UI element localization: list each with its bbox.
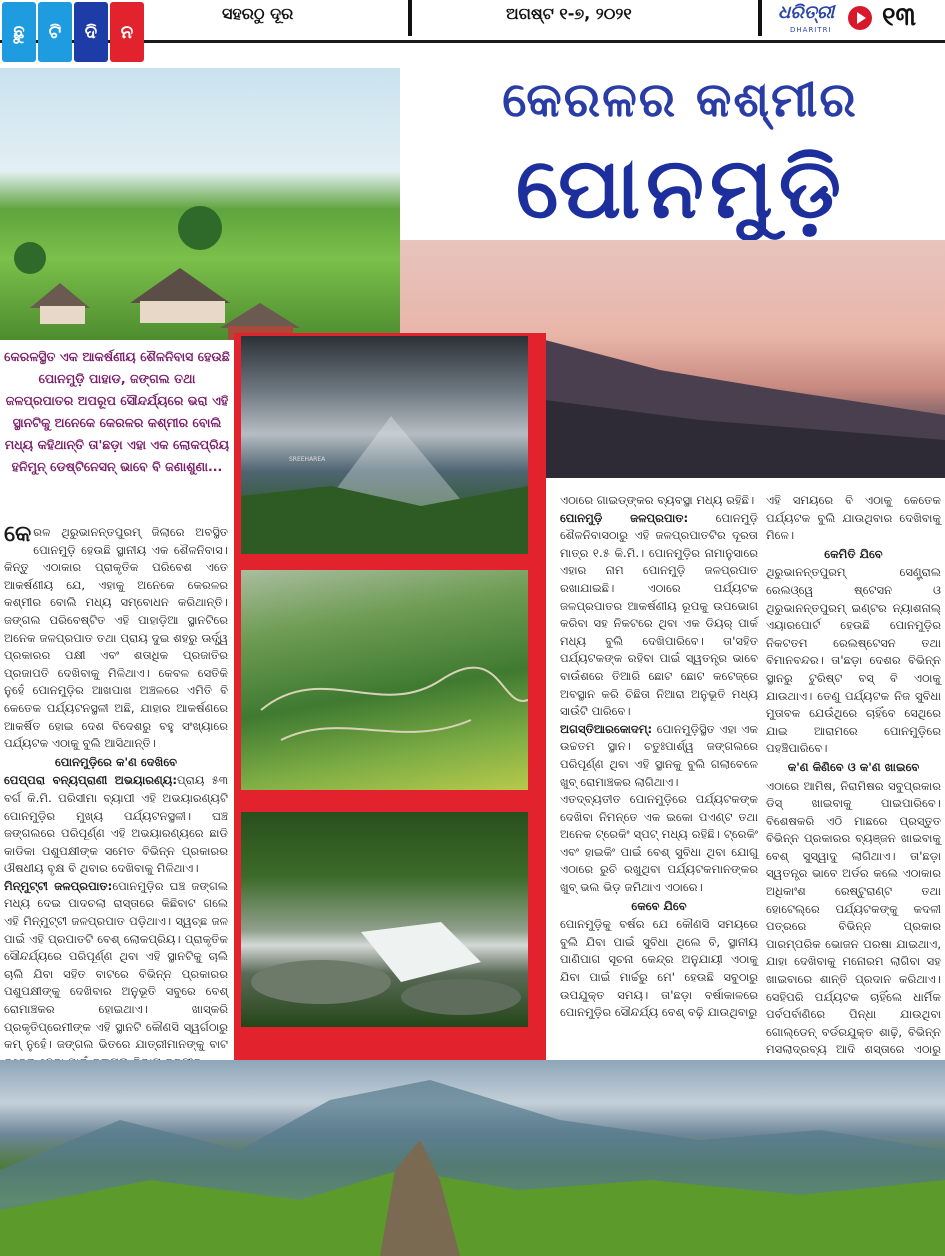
subheading: କେମିତି ଯିବେ — [824, 546, 883, 561]
valley-road-photo — [241, 570, 528, 790]
section-tile-1: ଛୁ — [2, 2, 36, 62]
page-header — [0, 0, 945, 43]
paragraph: ଏଠାରେ ଆମିଷ, ନିରାମିଷର ସବୁପ୍ରକାର ଡିସ୍ ଖାଇବାକୁ ପାଇପାରିବେ। ବିଶେଷକରି ଏଠି ମାଛରେ ପ୍ରସ୍ତୁତ ବିଭିନ୍ନ ପ୍ରକାରର ବ୍ୟଞ୍ଜନ ଖାଇବାକୁ ବେଶ୍ ସୁସ୍ୱାଦୁ ଲାଗିଥାଏ। ତା'ଛଡ଼ା ସ୍ୱତନ୍ତ୍ର ଭାବେ ଅର୍ଡର କଲେ ଏଠାକାର ଅଧିକାଂଶ ରେଷ୍ଟୁରାଣ୍ଟ ତଥା ହୋଟେଲ୍‌ରେ ପର୍ଯ୍ୟଟକଙ୍କୁ କଦଳୀ ପତ୍ରରେ ବିଭିନ୍ନ ପ୍ରକାର ପାରମ୍ପରିକ ଭୋଜନ ପରଷା ଯାଇଥାଏ, ଯାହା ଦେଖିବାକୁ ମନୋରମ ଲାଗିବା ସହ ଖାଇବାରେ ଶାନ୍ତି ପ୍ରଦାନ କରିଥାଏ। ସେହିପରି ପର୍ଯ୍ୟଟକ ଚାହିଁଲେ ଧାର୍ମିକ ପର୍ବପର୍ବାଣିରେ ପିନ୍ଧା ଯାଉଥିବା ଗୋଲ୍ଡେନ୍ ବର୍ଡରଯୁକ୍ତ ଶାଢ଼ି, ବିଭିନ୍ନ ମସଲାଦ୍ରବ୍ୟ ଆଦି ଶସ୍ତାରେ ଏଠାରୁ — [766, 778, 941, 1057]
paragraph: ପୋନମୁଡ଼ିର ଘଞ୍ଚ ଜଙ୍ଗଲ ମଧ୍ୟ ଦେଇ ପାଦଚଲା ରାସ୍ତାରେ କିଛିବାଟ ଗଲେ ଏହି ମିନ୍ମୁଟ୍ଟୀ ଜଳପ୍ରପାତ ପଡ଼ିଥାଏ। ସ୍ୱଚ୍ଛ ଜଳ ପାଇଁ ଏହି ପ୍ରପାତଟି ବେଶ୍ ଲୋକପ୍ରିୟ। ପ୍ରାକୃତିକ ସୌନ୍ଦର୍ଯ୍ୟରେ ପରିପୂର୍ଣ୍ଣ ଥିବା ଏହି ସ୍ଥାନଟିକୁ ଚାଲି ଚାଲି ଯିବା ସହିତ ବାଟରେ ବିଭିନ୍ନ ପ୍ରକାରର ପଶୁପକ୍ଷୀଙ୍କୁ ଦେଖିବାର ଅନୁଭୂତି ସବୁରେ ବେଶ୍ ରୋମାଞ୍ଚକର ହୋଇଥାଏ। ଖାସ୍‌କରି ପ୍ରକୃତିପ୍ରେମୀଙ୍କ ଏହି ସ୍ଥାନଟି କୌଣସି ସ୍ୱର୍ଗଠାରୁ କମ୍ ନୁହେଁ। ଜଙ୍ଗଲ ଭିତରେ ଯାତ୍ରୀମାନଙ୍କୁ ବାଟ — [4, 878, 228, 1052]
lead-in: ପୋନମୁଡ଼ି ଜଳପ୍ରପାତ: — [560, 510, 689, 525]
section-tile-2: ଟି — [38, 2, 72, 62]
header-divider — [408, 0, 412, 36]
paragraph: ପୋନମୁଡ଼ି ଶୈଳନିବାସଠାରୁ ଏହି ଜଳପ୍ରପାତଟିର ଦୂରତା ମାତ୍ର ୧.୫ କି.ମି.। ପୋନମୁଡ଼ିର ନାମାନୁସାରେ ଏହାର ନାମ ପୋନମୁଡ଼ି ଜଳପ୍ରପାତ ରଖାଯାଇଛି। ଏଠାରେ ପର୍ଯ୍ୟଟକ ଜଳପ୍ରପାତର ଆକର୍ଷଣୀୟ ରୂପକୁ ଉପଭୋଗ କରିବା ସହ ନିକଟରେ ଥିବା ଏକ ଡିୟର୍ ପାର୍କ ମଧ୍ୟ ବୁଲି ଦେଖିପାରିବେ। ତା'ସହିତ ପର୍ଯ୍ୟଟକଙ୍କ ରହିବା ପାଇଁ ସ୍ୱତନ୍ତ୍ର ଭାବେ ବାଉଁଶରେ ତିଆରି ଛୋଟ ଛୋଟ କଟେଜ୍‌ରେ ଅବସ୍ଥାନ କରି ଚିଛିତା ନିଆରା ଅନୁଭୂତି ମଧ୍ୟ ସାଉଁଟି ପାରିବେ। — [560, 510, 758, 719]
drop-cap: କେ — [4, 522, 32, 547]
section-tile-4: ନ — [110, 2, 144, 62]
subheading: କ'ଣ କିଣିବେ ଓ କ'ଣ ଖାଇବେ — [787, 759, 920, 774]
paragraph: ରଳ ଥିରୁଭାନନ୍ତପୁରମ୍ ଜିଲାରେ ଅବସ୍ଥିତ ପୋନମୁଡ଼ି ହେଉଛି ସ୍ଥାନୀୟ ଏକ ଶୈଳନିବାସ। କିନ୍ତୁ ଏଠାକାର ପ୍ରାକୃତିକ ପରିବେଶ ଏତେ ଆକର୍ଷଣୀୟ ଯେ, ଏହାକୁ ଅନେକେ କେରଳର କଶ୍ମୀର ବୋଲି ମଧ୍ୟ ସମ୍ବୋଧନ କରିଥାନ୍ତି। ଜଙ୍ଗଲ ପରିବେଷ୍ଟିତ ଏହି ପାହାଡ଼ିଆ ସ୍ଥାନଟିରେ ଅନେକ ଜଳପ୍ରପାତ ତଥା ପ୍ରାୟ ଦୁଇ ଶହରୁ ଊର୍ଦ୍ଧ୍ୱ ପ୍ରକାରର ପକ୍ଷୀ ଏବଂ ଶତାଧିକ ପ୍ରଜାତିର ପ୍ରଜାପତି ଦେଖିବାକୁ ମିଳିଥାଏ। କେବଳ ସେତିକି ନୁହେଁ ପୋନମୁଡ଼ିର ଆଖପାଖ ଅଞ୍ଚଳରେ ଏମିତି ବି କେତେକ ପର୍ଯ୍ୟଟନସ୍ଥଳୀ ଅଛି, ଯାହାର ଆକର୍ଷଣରେ ଆକର୍ଷିତ ହୋଇ ଦେଶ ବିଦେଶରୁ ବହୁ ସଂଖ୍ୟାରେ ପର୍ଯ୍ୟଟକ ଏଠାକୁ ବୁଲି ଆସିଥାନ୍ତି। — [4, 525, 228, 751]
mountain-panorama-photo — [0, 1060, 945, 1256]
paragraph: ଥିରୁଭାନନ୍ତପୁରମ୍ ସେଣ୍ଟ୍ରାଲ ରେଲଓ୍ୱେ ଷ୍ଟେସନ ଓ ଥିରୁଭାନନ୍ତପୁରମ୍ ଇଣ୍ଟର ନ୍ୟାଶନାଲ୍ ଏୟାରପୋର୍ଟ ହେଉଛି ପୋନମୁଡ଼ିର ନିକଟତମ ରେଲଷ୍ଟେସନ ତଥା ବିମାନବନ୍ଦର। ତା'ଛଡ଼ା ଦେଶର ବିଭିନ୍ନ ସ୍ଥାନରୁ ଟୁରିଷ୍ଟ ବସ୍ ବି ଏଠାକୁ ଯାଉଥାଏ। ତେଣୁ ପର୍ଯ୍ୟଟକ ନିଜ ସୁବିଧା ମୁତାବକ ଯେଉଁଥିରେ ଚାହିଁବେ ସେଥିରେ ଯାଇ ଆରାମରେ ପୋନମୁଡ଼ିରେ ପହଞ୍ଚିପାରିବେ। — [766, 565, 941, 756]
header-divider — [758, 0, 762, 36]
issue-date: ଅଗଷ୍ଟ ୧-୭, ୨୦୨୧ — [506, 4, 632, 23]
paragraph: ଏତଦ୍‌ବ୍ୟତୀତ ପୋନମୁଡ଼ିରେ ପର୍ଯ୍ୟଟକଙ୍କ ଦେଖିବା ନିମନ୍ତେ ଏକ ଇକୋ ପଏଣ୍ଟ ତଥା ଅନେକ ଟ୍ରେକିଂ ସ୍ପଟ୍ ମଧ୍ୟ ରହିଛି। ଟ୍ରେକିଂ ଏବଂ ହାଇକିଂ ପାଇଁ ବେଶ୍ ସୁବିଧା ଥିବା ଯୋଗୁ ଏଠାରେ ରୁଚି ରଖୁଥିବା ପର୍ଯ୍ୟଟକମାନଙ୍କର ଖୁବ୍ ଭଲ ଭିଡ଼ ଜମିଥାଏ ଏଠାରେ। — [560, 792, 758, 895]
subheading: ପୋନମୁଡ଼ିରେ କ'ଣ ଦେଖିବେ — [54, 754, 178, 769]
headline-title: ପୋନମୁଡ଼ି — [515, 138, 848, 237]
photo-credit: SREEHAREA — [289, 456, 326, 463]
paper-logo: ଧରିତ୍ରୀ — [778, 2, 835, 23]
sun-rays-photo — [241, 336, 528, 554]
lead-in: ପେପ୍ପରା ବନ୍ୟପ୍ରାଣୀ ଅଭୟାରଣ୍ୟ: — [4, 773, 177, 788]
page-number: ୧୩ — [882, 2, 916, 32]
paper-logo-subtext: DHARITRI — [790, 26, 832, 34]
article-column-3 — [766, 492, 941, 1077]
paragraph: ପ୍ରାୟ ୫୩ ବର୍ଗ କି.ମି. ପରିସୀମା ବ୍ୟାପୀ ଏହି ଅଭୟାରଣ୍ୟଟି ପୋନମୁଡ଼ିର ମୁଖ୍ୟ ପର୍ଯ୍ୟଟନସ୍ଥଳୀ। ଘଞ୍ଚ ଜଙ୍ଗଲରେ ପରିପୂର୍ଣ୍ଣ ଏହି ଅଭୟାରଣ୍ୟରେ ଛାଡି କାଡିକା ପଶୁପକ୍ଷୀଙ୍କ ସମେତ ବିଭିନ୍ନ ପ୍ରକାରର ଔଷଧୀୟ ବୃକ୍ଷ ବି ଥିବାର ଦେଖିବାକୁ ମିଳିଥାଏ। — [4, 773, 228, 876]
play-icon — [848, 6, 872, 30]
paragraph: ପୋନମୁଡ଼ିକୁ ବର୍ଷର ଯେ କୌଣସି ସମୟରେ ବୁଲି ଯିବା ପାଇଁ ସୁବିଧା ଥିଲେ ବି, ସ୍ଥାନୀୟ ପାଣିପାଗ ସୂଚନା କେନ୍ଦ୍ର ଅନୁଯାୟୀ ଏଠାକୁ ଯିବା ପାଇଁ ମାର୍ଚ୍ଚରୁ ମେ' ହେଉଛି ସବୁଠାରୁ ଉପଯୁକ୍ତ ସମୟ। ତା'ଛଡ଼ା ବର୍ଷାକାଳରେ ପୋନମୁଡ଼ିର ସୌନ୍ଦର୍ଯ୍ୟ ବେଶ୍ ବଢ଼ି ଯାଉଥିବାରୁ — [560, 917, 758, 1020]
paragraph: ଏହି ସମୟରେ ବି ଏଠାକୁ କେତେକ ପର୍ଯ୍ୟଟକ ବୁଲି ଯାଉଥିବାର ଦେଖିବାକୁ ମିଳେ। — [766, 493, 941, 543]
paragraph: ପୋନମୁଡ଼ିସ୍ଥିତ ଏହା ଏକ ଉଚ୍ଚତମ ସ୍ଥାନ। ଚତୁଃପାର୍ଶ୍ୱ ଜଙ୍ଗଲରେ ପରିପୂର୍ଣ୍ଣ ଥିବା ଏହି ସ୍ଥାନକୁ ବୁଲି ଗଲାବେଳେ ଖୁବ୍ ରୋମାଞ୍ଚକର ଲାଗିଥାଏ। — [560, 721, 758, 789]
section-name: ସହରଠୁ ଦୂର — [222, 4, 294, 23]
headline-kicker: କେରଳର କଶ୍ମୀର — [502, 72, 858, 128]
article-column-2 — [560, 492, 758, 1022]
lead-in: ଅଗସ୍ତିଆରକୋଦମ୍: — [560, 721, 653, 736]
article-column-1 — [4, 524, 228, 1071]
paragraph: ଏଠାରେ ଗାଇଡ୍‌ଙ୍କର ବ୍ୟବସ୍ଥା ମଧ୍ୟ ରହିଛି। — [560, 493, 755, 507]
camp-cottages-photo — [0, 68, 400, 340]
subheading: କେବେ ଯିବେ — [631, 898, 687, 913]
lead-in: ମିନ୍ମୁଟ୍ଟୀ ଜଳପ୍ରପାତ: — [4, 878, 113, 893]
intro-blurb: କେରଳସ୍ଥିତ ଏକ ଆକର୍ଷଣୀୟ ଶୈଳନିବାସ ହେଉଛି ପୋନମୁଡ଼ି ପାହାଡ, ଜଙ୍ଗଲ ତଥା ଜଳପ୍ରପାତର ଅପରୂପ ସୌନ୍ଦର୍ଯ୍ୟରେ ଭରା ଏହି ସ୍ଥାନଟିକୁ ଅନେକେ କେରଳର କଶ୍ମୀର ବୋଲି ମଧ୍ୟ କହିଥାନ୍ତି ତା'ଛଡ଼ା ଏହା ଏକ ଲୋକପ୍ରିୟ ହନିମୁନ୍ ଡେଷ୍ଟିନେସନ୍ ଭାବେ ବି ଜଣାଶୁଣା... — [4, 349, 230, 474]
section-tile-3: ଦି — [74, 2, 108, 62]
waterfall-photo — [241, 812, 528, 1027]
